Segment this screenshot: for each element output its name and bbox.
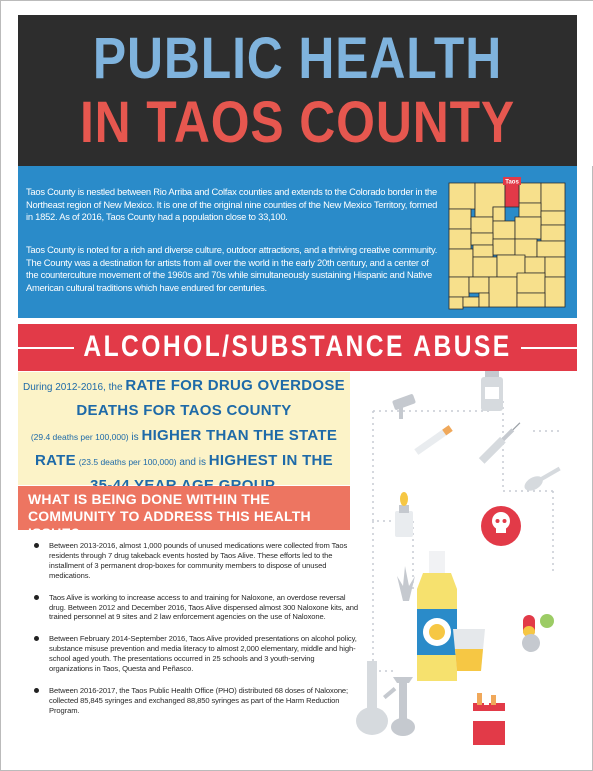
county-valencia	[473, 245, 493, 257]
county-quay	[541, 225, 565, 241]
cannabis-leaf-icon	[397, 566, 415, 601]
title-line-2: IN TAOS COUNTY	[79, 90, 516, 155]
county-colfax	[519, 183, 541, 203]
list-item	[18, 541, 358, 581]
bullet-list	[18, 541, 358, 728]
county-catron	[449, 249, 473, 277]
bullet-dot-icon	[34, 688, 39, 693]
intro-paragraph-1: Taos County is nestled between Rio Arriba and Colfax counties and extends to the Colorado border in the Northeast region of New Mexico. It is one of the original nine counties of the New Mexico Territory, formed in 1852. As of 2016, Taos County had a population close to 33,100.	[26, 186, 438, 223]
bullet-dot-icon	[34, 636, 39, 641]
bullet-text: Taos Alive is working to increase access to and training for Naloxone, an overdose reversal drug. Between 2012 and December 2016, Taos Alive dispensed almost 300 Naloxone kits, and trained personnel at 9 sites and 2 law enforcement agencies on the use of Naloxone.	[49, 592, 358, 622]
bullet-dot-icon	[34, 595, 39, 600]
county-rate: (29.4 deaths per 100,000)	[30, 432, 129, 442]
pill-bottle-icon	[481, 371, 503, 411]
stat-is: is	[131, 432, 139, 443]
county-roosevelt	[545, 257, 565, 277]
banner-rule-right	[521, 347, 577, 349]
lighter-icon	[395, 492, 413, 537]
skull-crossbones-icon	[481, 506, 521, 546]
county-harding	[541, 211, 565, 225]
county-de-baca	[525, 257, 545, 273]
cigarette-icon	[414, 425, 452, 455]
stat-highlight-1: RATE FOR DRUG OVERDOSE DEATHS FOR TAOS COUNTY	[76, 377, 345, 419]
liquor-bottle-icon	[417, 551, 457, 681]
syringe-icon	[479, 420, 523, 464]
county-san-juan	[449, 183, 475, 209]
county-otero	[489, 277, 517, 307]
county-los-alamos	[493, 207, 505, 221]
county-san-miguel	[515, 217, 541, 239]
county-mckinley	[449, 209, 471, 229]
banner-rule-left	[18, 347, 74, 349]
security-camera-icon	[392, 394, 416, 419]
county-union	[541, 183, 565, 211]
state-rate: (23.5 deaths per 100,000)	[78, 457, 177, 467]
question-banner	[18, 486, 350, 541]
intro-paragraph-2: Taos County is noted for a rich and diverse culture, outdoor attractions, and a thriving creative community. The County was a destination for artists from all over the world in the early 20th century, and a center of the counterculture movement of the 1960s and 70s while simultaneously sustaining Hispanic and Native American cultural traditions which have endured for centuries.	[26, 244, 438, 293]
county-bernalillo	[471, 233, 493, 245]
county-eddy	[517, 293, 545, 307]
county-guadalupe	[515, 239, 537, 257]
bullet-dot-icon	[34, 543, 39, 548]
question-text: WHAT IS BEING DONE WITHIN THE COMMUNITY TO ADDRESS THIS HEALTH ISSUE?	[28, 491, 311, 541]
county-cibola	[449, 229, 471, 249]
hookah-icon	[391, 677, 415, 736]
substance-illustration	[353, 371, 578, 766]
county-lea	[545, 277, 565, 307]
county-grant	[449, 277, 469, 297]
stat-highlight-3: HIGHEST IN THE	[208, 452, 333, 469]
spoon-icon	[522, 463, 563, 493]
stat-highlight-2: HIGHER THAN THE STATE RATE	[35, 427, 338, 469]
whiskey-glass-icon	[453, 629, 485, 671]
county-hidalgo	[449, 297, 463, 309]
bullet-text: Between February 2014-September 2016, Taos Alive provided presentations on alcohol policy, substance misuse prevention and media literacy to almost 2,000 elementary, middle and high-school aged youth. The presentations occurred in 25 schools and 3 youth-serving organizations in Taos, Questa and Peñasco.	[49, 634, 357, 674]
list-item	[18, 634, 358, 674]
new-mexico-county-map	[445, 177, 569, 311]
stat-prefix: During 2012-2016, the	[23, 382, 123, 393]
county-chaves	[517, 273, 545, 293]
county-taos-highlight	[505, 183, 519, 207]
bullet-text: Between 2013-2016, almost 1,000 pounds of unused medications were collected from Taos residents through 7 drug takeback events hosted by Taos Alive. These efforts led to the installment of 3 permanent drop-boxes for community members to dispose of unused medications.	[49, 541, 348, 580]
county-luna	[463, 297, 479, 307]
capsule-icon	[519, 614, 554, 655]
county-santa-fe	[493, 221, 515, 239]
section-title: ALCOHOL/SUBSTANCE ABUSE	[83, 330, 512, 363]
title-line-1: PUBLIC HEALTH	[92, 26, 503, 91]
taos-map-label: Taos	[505, 179, 519, 186]
stat-text	[23, 374, 345, 499]
county-sandoval	[471, 217, 493, 233]
county-torrance	[493, 239, 515, 255]
list-item	[18, 686, 358, 716]
county-socorro	[473, 257, 497, 277]
county-mora	[519, 203, 541, 217]
bullet-text: Between 2016-2017, the Taos Public Health Office (PHO) distributed 68 doses of Naloxone; collected 85,845 syringes and exchanged 88,850 syringes as part of the Harm Reduction Program.	[49, 685, 349, 715]
county-dona-ana	[479, 293, 489, 307]
bong-icon	[356, 661, 396, 735]
list-item	[18, 593, 358, 623]
county-sierra	[469, 277, 489, 293]
county-curry	[537, 241, 565, 257]
cigarette-pack-icon	[473, 691, 505, 745]
stat-and-is: and is	[179, 457, 206, 468]
